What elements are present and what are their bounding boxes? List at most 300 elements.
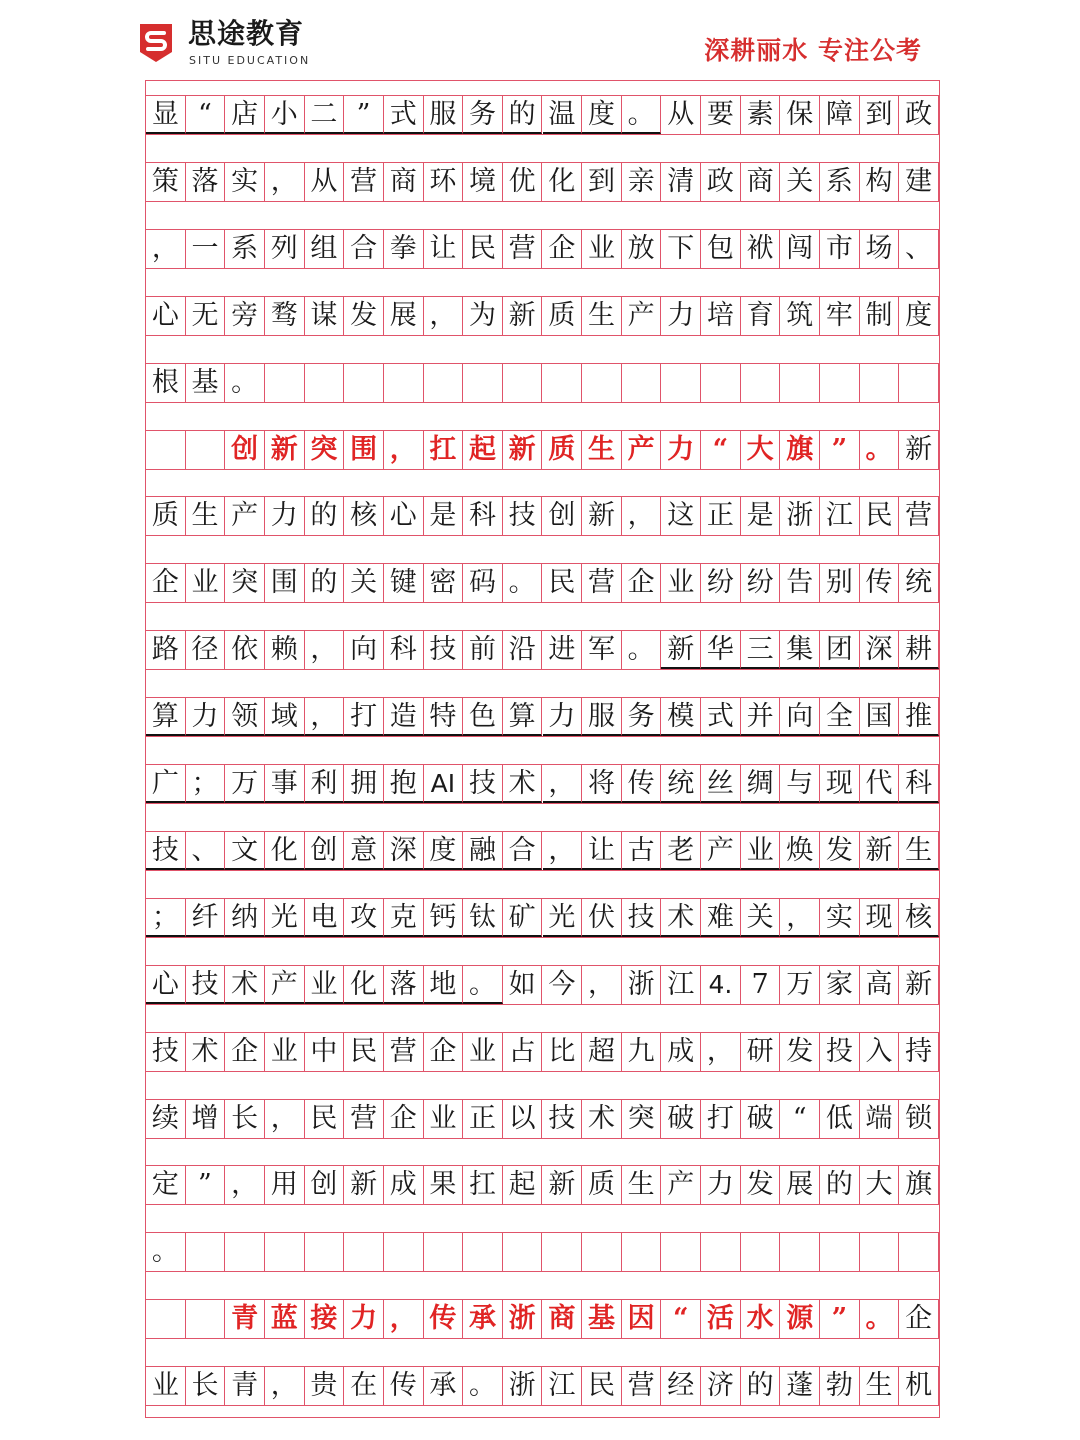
grid-cell: “	[661, 1300, 701, 1338]
grid-cell: 小	[265, 96, 305, 134]
grid-cell: 袱	[741, 230, 781, 268]
grid-cell: 为	[463, 297, 503, 335]
grid-cell: ，	[543, 832, 583, 870]
grid-cell: 术	[503, 765, 543, 803]
grid-cell: 勃	[820, 1367, 860, 1405]
grid-cell	[860, 1233, 900, 1271]
grid-cell: 店	[225, 96, 265, 134]
grid-cell: 新	[503, 431, 543, 469]
grid-cell: 民	[543, 564, 583, 602]
grid-cell: ，	[225, 1166, 265, 1204]
grid-cell: 创	[305, 1166, 345, 1204]
grid-cell: 温	[543, 96, 583, 134]
grid-cell: 水	[741, 1300, 781, 1338]
grid-cell: 三	[741, 631, 781, 669]
grid-cell: 民	[305, 1100, 345, 1138]
grid-cell: 术	[186, 1033, 226, 1071]
grid-cell: 矿	[503, 899, 543, 937]
grid-cell: 生	[582, 431, 622, 469]
grid-cell: 牢	[820, 297, 860, 335]
grid-cell	[820, 1233, 860, 1271]
grid-cell: 文	[225, 832, 265, 870]
grid-cell: 传	[424, 1300, 464, 1338]
grid-cell: 长	[186, 1367, 226, 1405]
grid-cell: 活	[701, 1300, 741, 1338]
grid-row	[146, 563, 939, 603]
grid-cell: 业	[146, 1367, 186, 1405]
grid-cell	[344, 1233, 384, 1271]
grid-cell: 业	[463, 1033, 503, 1071]
grid-cell: 青	[225, 1300, 265, 1338]
grid-cell	[661, 364, 701, 402]
grid-row	[146, 1165, 939, 1205]
grid-row	[146, 1366, 939, 1406]
grid-cell: 传	[860, 564, 900, 602]
grid-cell: 造	[384, 698, 424, 736]
grid-cell: 力	[661, 297, 701, 335]
grid-cell: 起	[463, 431, 503, 469]
grid-cell: 制	[860, 297, 900, 335]
grid-cell: ，	[265, 1367, 305, 1405]
grid-cell: 企	[899, 1300, 939, 1338]
grid-cell: 让	[582, 832, 622, 870]
grid-cell: 产	[225, 497, 265, 535]
grid-cell: 大	[860, 1166, 900, 1204]
grid-cell: 业	[741, 832, 781, 870]
grid-cell: 式	[701, 698, 741, 736]
grid-cell: 民	[463, 230, 503, 268]
grid-row	[146, 898, 939, 938]
grid-cell	[503, 1233, 543, 1271]
grid-cell: 果	[424, 1166, 464, 1204]
grid-cell	[741, 364, 781, 402]
grid-cell: 破	[661, 1100, 701, 1138]
grid-cell: 技	[622, 899, 662, 937]
grid-cell: 技	[543, 1100, 583, 1138]
grid-cell: 江	[543, 1367, 583, 1405]
grid-cell: 技	[424, 631, 464, 669]
grid-cell: 新	[661, 631, 701, 669]
grid-cell: 产	[701, 832, 741, 870]
grid-cell: 力	[344, 1300, 384, 1338]
grid-cell: 。	[503, 564, 543, 602]
grid-cell	[305, 1233, 345, 1271]
grid-cell: 化	[265, 832, 305, 870]
grid-row	[146, 831, 939, 871]
grid-cell: 光	[543, 899, 583, 937]
grid-cell: 耕	[899, 631, 939, 669]
grid-row	[146, 1299, 939, 1339]
grid-cell	[622, 1233, 662, 1271]
grid-cell: 。	[146, 1233, 186, 1271]
grid-cell: 九	[622, 1033, 662, 1071]
grid-cell: 的	[741, 1367, 781, 1405]
grid-cell: 营	[622, 1367, 662, 1405]
grid-cell: 要	[701, 96, 741, 134]
grid-cell: ”	[820, 431, 860, 469]
grid-cell: 产	[622, 431, 662, 469]
grid-row	[146, 363, 939, 403]
grid-cell	[661, 1233, 701, 1271]
grid-cell	[463, 364, 503, 402]
grid-cell: 古	[622, 832, 662, 870]
grid-cell: 度	[899, 297, 939, 335]
grid-cell	[463, 1233, 503, 1271]
grid-cell: 定	[146, 1166, 186, 1204]
page-header	[0, 0, 1080, 80]
grid-cell: 境	[463, 163, 503, 201]
grid-cell: 关	[780, 163, 820, 201]
grid-cell: 清	[661, 163, 701, 201]
grid-cell: ，	[305, 698, 345, 736]
grid-cell	[424, 1233, 464, 1271]
grid-cell: 占	[503, 1033, 543, 1071]
grid-cell: 保	[780, 96, 820, 134]
grid-cell	[424, 364, 464, 402]
grid-cell: 根	[146, 364, 186, 402]
grid-cell: 技	[503, 497, 543, 535]
grid-cell: 闯	[780, 230, 820, 268]
grid-cell: 机	[899, 1367, 939, 1405]
grid-cell: 域	[265, 698, 305, 736]
grid-cell: 旗	[780, 431, 820, 469]
grid-cell: 正	[701, 497, 741, 535]
grid-row	[146, 95, 939, 135]
grid-cell: 事	[265, 765, 305, 803]
grid-cell: 务	[622, 698, 662, 736]
grid-cell: ，	[265, 1100, 305, 1138]
grid-cell: 民	[582, 1367, 622, 1405]
grid-cell: 伏	[582, 899, 622, 937]
grid-cell: 入	[860, 1033, 900, 1071]
grid-cell: 推	[899, 698, 939, 736]
grid-cell: 营	[899, 497, 939, 535]
grid-cell: 进	[543, 631, 583, 669]
grid-cell: 别	[820, 564, 860, 602]
grid-cell: 研	[741, 1033, 781, 1071]
grid-cell: 。	[860, 431, 900, 469]
grid-cell: ，	[701, 1033, 741, 1071]
grid-cell: 发	[344, 297, 384, 335]
grid-cell: 二	[305, 96, 345, 134]
grid-cell: 市	[820, 230, 860, 268]
grid-cell: 江	[820, 497, 860, 535]
grid-cell: 蓝	[265, 1300, 305, 1338]
grid-cell: 依	[225, 631, 265, 669]
grid-cell: 高	[860, 966, 900, 1004]
grid-cell: 超	[582, 1033, 622, 1071]
grid-cell: 贵	[305, 1367, 345, 1405]
grid-cell: 前	[463, 631, 503, 669]
grid-cell: 建	[899, 163, 939, 201]
grid-cell: 创	[543, 497, 583, 535]
grid-cell: 特	[424, 698, 464, 736]
grid-cell: 扛	[463, 1166, 503, 1204]
grid-cell: 力	[265, 497, 305, 535]
grid-cell: 基	[582, 1300, 622, 1338]
grid-cell: 从	[661, 96, 701, 134]
grid-cell: 营	[582, 564, 622, 602]
grid-cell: ”	[344, 96, 384, 134]
grid-cell: 心	[146, 297, 186, 335]
grid-cell: 合	[344, 230, 384, 268]
grid-cell: 低	[820, 1100, 860, 1138]
grid-cell: 的	[305, 564, 345, 602]
grid-cell: 浙	[780, 497, 820, 535]
grid-cell: 突	[305, 431, 345, 469]
grid-cell	[146, 431, 186, 469]
grid-cell: 显	[146, 96, 186, 134]
grid-cell: 浙	[622, 966, 662, 1004]
grid-cell: 实	[820, 899, 860, 937]
grid-cell: ，	[384, 1300, 424, 1338]
grid-row	[146, 430, 939, 470]
grid-cell: 政	[899, 96, 939, 134]
grid-cell: 业	[186, 564, 226, 602]
grid-cell: 钛	[463, 899, 503, 937]
grid-cell: 。	[622, 631, 662, 669]
grid-cell: 从	[305, 163, 345, 201]
grid-cell: 现	[860, 899, 900, 937]
grid-cell: 企	[622, 564, 662, 602]
grid-cell: ，	[780, 899, 820, 937]
grid-cell: 长	[225, 1100, 265, 1138]
grid-row	[146, 1099, 939, 1139]
grid-cell: 企	[146, 564, 186, 602]
grid-cell: 与	[780, 765, 820, 803]
grid-cell	[701, 1233, 741, 1271]
grid-row	[146, 1232, 939, 1272]
grid-cell: 打	[344, 698, 384, 736]
grid-cell: ，	[424, 297, 464, 335]
grid-cell: 代	[860, 765, 900, 803]
grid-cell: 新	[344, 1166, 384, 1204]
grid-cell: 技	[146, 1033, 186, 1071]
grid-cell: 深	[860, 631, 900, 669]
brand-subtitle: SITU EDUCATION	[189, 54, 311, 67]
grid-cell: 包	[701, 230, 741, 268]
grid-cell: 蓬	[780, 1367, 820, 1405]
grid-cell: 、	[899, 230, 939, 268]
grid-cell: 场	[860, 230, 900, 268]
grid-cell: 光	[265, 899, 305, 937]
grid-cell: ，	[265, 163, 305, 201]
grid-cell: 力	[186, 698, 226, 736]
grid-cell: 纷	[701, 564, 741, 602]
grid-cell: 集	[780, 631, 820, 669]
grid-cell: ；	[146, 899, 186, 937]
grid-cell: 统	[661, 765, 701, 803]
grid-cell: 技	[146, 832, 186, 870]
grid-cell: 的	[503, 96, 543, 134]
grid-cell: 新	[899, 431, 939, 469]
grid-cell: 源	[780, 1300, 820, 1338]
grid-cell: 旗	[899, 1166, 939, 1204]
grid-cell: 术	[661, 899, 701, 937]
grid-cell: 告	[780, 564, 820, 602]
grid-cell: 业	[265, 1033, 305, 1071]
grid-cell: 生	[622, 1166, 662, 1204]
grid-cell: 技	[463, 765, 503, 803]
grid-cell: 径	[186, 631, 226, 669]
grid-cell: 务	[463, 96, 503, 134]
grid-cell	[543, 1233, 583, 1271]
grid-cell: 传	[622, 765, 662, 803]
grid-cell	[344, 364, 384, 402]
grid-cell: 。	[463, 966, 503, 1004]
grid-cell: 心	[384, 497, 424, 535]
grid-cell: 的	[305, 497, 345, 535]
grid-cell: 发	[780, 1033, 820, 1071]
grid-cell: 钙	[424, 899, 464, 937]
grid-cell: 沿	[503, 631, 543, 669]
grid-cell: 生	[860, 1367, 900, 1405]
grid-cell: 生	[899, 832, 939, 870]
grid-cell: 业	[582, 230, 622, 268]
grid-cell: 质	[582, 1166, 622, 1204]
grid-cell: 新	[860, 832, 900, 870]
writing-grid-sheet	[145, 80, 940, 1418]
grid-cell: 向	[780, 698, 820, 736]
grid-cell: 万	[780, 966, 820, 1004]
grid-cell: 素	[741, 96, 781, 134]
grid-cell	[582, 1233, 622, 1271]
grid-cell: 因	[622, 1300, 662, 1338]
grid-cell: ”	[186, 1166, 226, 1204]
grid-cell: 克	[384, 899, 424, 937]
grid-cell: 起	[503, 1166, 543, 1204]
grid-cell: ，	[384, 431, 424, 469]
grid-cell: 浙	[503, 1367, 543, 1405]
grid-cell: ，	[622, 497, 662, 535]
grid-cell: 围	[265, 564, 305, 602]
grid-cell: 产	[265, 966, 305, 1004]
grid-cell: 旁	[225, 297, 265, 335]
grid-cell: 4.	[701, 966, 741, 1004]
grid-cell: 民	[860, 497, 900, 535]
grid-cell: 力	[661, 431, 701, 469]
grid-cell: ，	[305, 631, 345, 669]
grid-cell: AI	[424, 765, 464, 803]
grid-cell: 键	[384, 564, 424, 602]
grid-cell: 系	[225, 230, 265, 268]
grid-cell	[186, 1300, 226, 1338]
grid-cell	[305, 364, 345, 402]
grid-cell: 的	[820, 1166, 860, 1204]
grid-cell: 丝	[701, 765, 741, 803]
grid-cell: 纳	[225, 899, 265, 937]
grid-cell: 地	[424, 966, 464, 1004]
grid-cell: 营	[503, 230, 543, 268]
grid-cell: 接	[305, 1300, 345, 1338]
grid-cell: 术	[225, 966, 265, 1004]
grid-cell: 质	[543, 297, 583, 335]
grid-cell	[146, 1300, 186, 1338]
grid-cell: 力	[701, 1166, 741, 1204]
grid-cell	[741, 1233, 781, 1271]
grid-cell: 破	[741, 1100, 781, 1138]
grid-cell: 统	[899, 564, 939, 602]
grid-cell: ”	[820, 1300, 860, 1338]
grid-cell: 是	[741, 497, 781, 535]
grid-cell: ；	[186, 765, 226, 803]
grid-cell: 经	[661, 1367, 701, 1405]
grid-cell: 度	[582, 96, 622, 134]
grid-cell: 育	[741, 297, 781, 335]
grid-cell: 生	[582, 297, 622, 335]
grid-cell: 列	[265, 230, 305, 268]
s-shield-logo-icon	[136, 22, 176, 64]
grid-cell	[265, 1233, 305, 1271]
grid-cell: 让	[424, 230, 464, 268]
grid-cell: 新	[899, 966, 939, 1004]
grid-cell: 业	[305, 966, 345, 1004]
grid-cell	[265, 364, 305, 402]
grid-cell: 模	[661, 698, 701, 736]
grid-cell: 家	[820, 966, 860, 1004]
grid-cell: 组	[305, 230, 345, 268]
grid-cell: 浙	[503, 1300, 543, 1338]
grid-cell: 军	[582, 631, 622, 669]
grid-cell: 这	[661, 497, 701, 535]
grid-cell: 色	[463, 698, 503, 736]
grid-cell: 意	[344, 832, 384, 870]
grid-cell: 下	[661, 230, 701, 268]
grid-cell: 新	[543, 1166, 583, 1204]
grid-cell: 企	[384, 1100, 424, 1138]
grid-cell: 发	[741, 1166, 781, 1204]
grid-row	[146, 630, 939, 670]
grid-cell: ，	[543, 765, 583, 803]
grid-cell: 用	[265, 1166, 305, 1204]
grid-cell: 营	[344, 163, 384, 201]
grid-cell: 关	[344, 564, 384, 602]
grid-cell: 拥	[344, 765, 384, 803]
grid-cell: 企	[424, 1033, 464, 1071]
grid-cell: 到	[582, 163, 622, 201]
grid-cell: 中	[305, 1033, 345, 1071]
grid-cell	[701, 364, 741, 402]
grid-cell: 合	[503, 832, 543, 870]
grid-cell: 增	[186, 1100, 226, 1138]
grid-cell: 融	[463, 832, 503, 870]
grid-row	[146, 764, 939, 804]
grid-cell: 抱	[384, 765, 424, 803]
grid-cell: 业	[424, 1100, 464, 1138]
grid-cell	[543, 364, 583, 402]
grid-cell: 落	[384, 966, 424, 1004]
grid-cell: 到	[860, 96, 900, 134]
grid-cell: ，	[582, 966, 622, 1004]
grid-cell: 环	[424, 163, 464, 201]
grid-cell: 7	[741, 966, 781, 1004]
grid-cell: ，	[146, 230, 186, 268]
grid-cell: 新	[503, 297, 543, 335]
grid-cell: 展	[384, 297, 424, 335]
grid-cell: 一	[186, 230, 226, 268]
grid-cell: 成	[661, 1033, 701, 1071]
grid-cell: 打	[701, 1100, 741, 1138]
grid-cell	[186, 1233, 226, 1271]
grid-cell: 码	[463, 564, 503, 602]
grid-cell: 式	[384, 96, 424, 134]
grid-cell: 新	[582, 497, 622, 535]
grid-cell: 老	[661, 832, 701, 870]
grid-cell	[899, 1233, 939, 1271]
grid-cell: 端	[860, 1100, 900, 1138]
grid-cell: 纷	[741, 564, 781, 602]
grid-cell: 围	[344, 431, 384, 469]
